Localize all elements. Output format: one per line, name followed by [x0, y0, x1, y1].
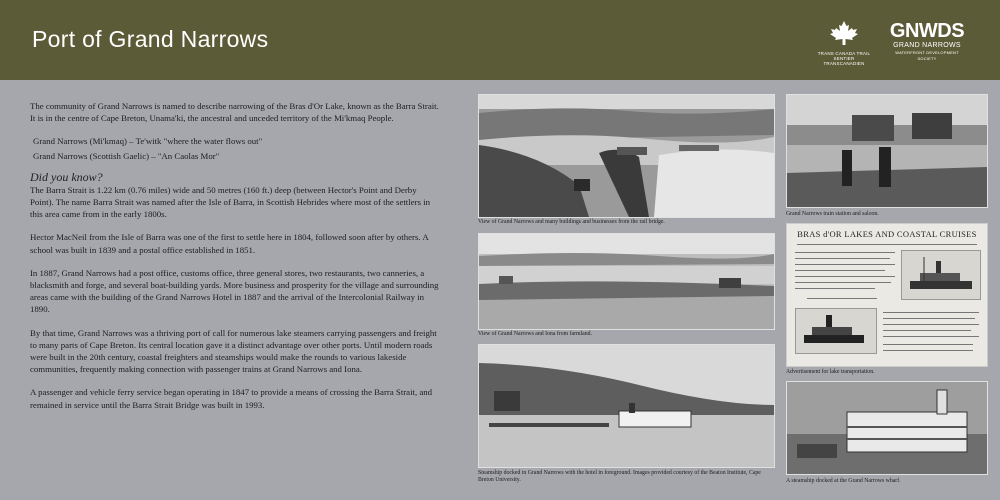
- page-title: Port of Grand Narrows: [32, 26, 269, 52]
- ad-text-line: [883, 344, 973, 345]
- ad-text-line: [795, 258, 890, 259]
- ad-text-line: [883, 330, 971, 331]
- maple-leaf-icon: [827, 20, 861, 46]
- caption-steamship-wharf: A steamship docked at the Grand Narrows wharf.: [786, 478, 901, 484]
- intro-paragraph: The community of Grand Narrows is named to describe narrowing of the Bras d'Or Lake, known as the Barra Strait. It is in the centre of Cape Breton, Unama'ki, the ancestral and unceded territory of the Mi'kmaq People.: [30, 101, 439, 124]
- gnwds-logo-line2: WATERFRONT DEVELOPMENT SOCIETY: [895, 50, 959, 61]
- paragraph-1887: In 1887, Grand Narrows had a post office, customs office, three general stores, two restaurants, two canneries, a blacksmith and forge, and several boat-building yards. More business and prosperity for the village and surrounding areas came with the building of the Grand Narrows Hotel in 1887 and the arrival of the Intercolonial Railway in 1890.: [30, 267, 439, 315]
- photo-rail-bridge-view: [478, 94, 775, 218]
- paragraph-hector-macneil: Hector MacNeil from the Isle of Barra was one of the first to settle here in 1804, followed soon after by others. A school was built in 1839 and a postal office established in 1851.: [30, 232, 429, 255]
- ad-steamer-illustration-bottom: [795, 308, 877, 354]
- tct-logo-line2: SENTIER TRANSCANADIEN: [823, 56, 865, 66]
- photo-farmland-view: [478, 233, 775, 330]
- tct-logo-line1: TRANS CANADA TRAIL: [817, 51, 871, 56]
- ad-text-line: [883, 350, 973, 351]
- caption-advertisement: Advertisement for lake transportation.: [786, 369, 875, 375]
- did-you-know-heading: Did you know?: [30, 169, 103, 184]
- ad-divider: [797, 244, 977, 245]
- photo-steamship-hotel: [478, 344, 775, 468]
- advertisement-lake-cruises: [786, 223, 988, 367]
- ad-text-line: [883, 336, 979, 337]
- ad-text-line: [807, 298, 877, 299]
- ad-text-line: [883, 318, 975, 319]
- caption-rail-bridge-view: View of Grand Narrows and many buildings and businesses from the rail bridge.: [478, 219, 665, 225]
- caption-farmland-view: View of Grand Narrows and Iona from farmland.: [478, 331, 592, 337]
- ad-title: BRAS d'OR LAKES AND COASTAL CRUISES: [797, 229, 977, 239]
- paragraph-ferry: A passenger and vehicle ferry service began operating in 1847 to provide a means of crossing the Barra Strait, and remained in service until the Barra Strait Bridge was built in 1993.: [30, 387, 433, 410]
- gaelic-name: Grand Narrows (Scottish Gaelic) – "An Caolas Mor": [33, 150, 220, 161]
- gnwds-logo-line1: GRAND NARROWS: [893, 42, 961, 49]
- ad-text-line: [883, 312, 979, 313]
- ad-steamer-illustration-top: [901, 250, 981, 300]
- caption-train-station: Grand Narrows train station and saloon.: [786, 211, 879, 217]
- photo-steamship-wharf: [786, 381, 988, 475]
- paragraph-port-of-call: By that time, Grand Narrows was a thriving port of call for numerous lake steamers carrying passengers and freight to many parts of Cape Breton. Its central location gave it a distinct advantage over other ports. Until modern roads were built in the 20th century, coastal freighters and steamships would make the rounds to various lakeside communities, frequently making connection with passenger trains at Grand Narrows and Iona.: [30, 327, 437, 375]
- ad-text-line: [795, 264, 895, 265]
- gnwds-logo: [888, 20, 966, 62]
- gnwds-logo-main: GNWDS: [889, 20, 965, 42]
- photo-train-station: [786, 94, 988, 208]
- caption-steamship-hotel: Steamship docked in Grand Narrows with the hotel in foreground. Images provided courtesy of the Beaton Institute, Cape Breton University.: [478, 470, 761, 483]
- body-text: [30, 100, 440, 422]
- ad-text-line: [795, 288, 875, 289]
- ad-text-line: [795, 282, 891, 283]
- ad-text-line: [795, 270, 885, 271]
- paragraph-barra-strait: The Barra Strait is 1.22 km (0.76 miles) wide and 50 metres (160 ft.) deep (between Hector's Point and Derby Point). The name Barra Strait was named after the Isle of Barra, in Scottish Hebrides where most of the settlers in this area came from in the early 1800s.: [30, 184, 430, 220]
- trans-canada-trail-logo: [814, 20, 874, 64]
- ad-text-line: [795, 276, 895, 277]
- ad-text-line: [795, 252, 895, 253]
- header-banner: [0, 0, 1000, 80]
- ad-text-line: [883, 324, 979, 325]
- mikmaq-name: Grand Narrows (Mi'kmaq) – Te'witk "where the water flows out": [33, 136, 263, 147]
